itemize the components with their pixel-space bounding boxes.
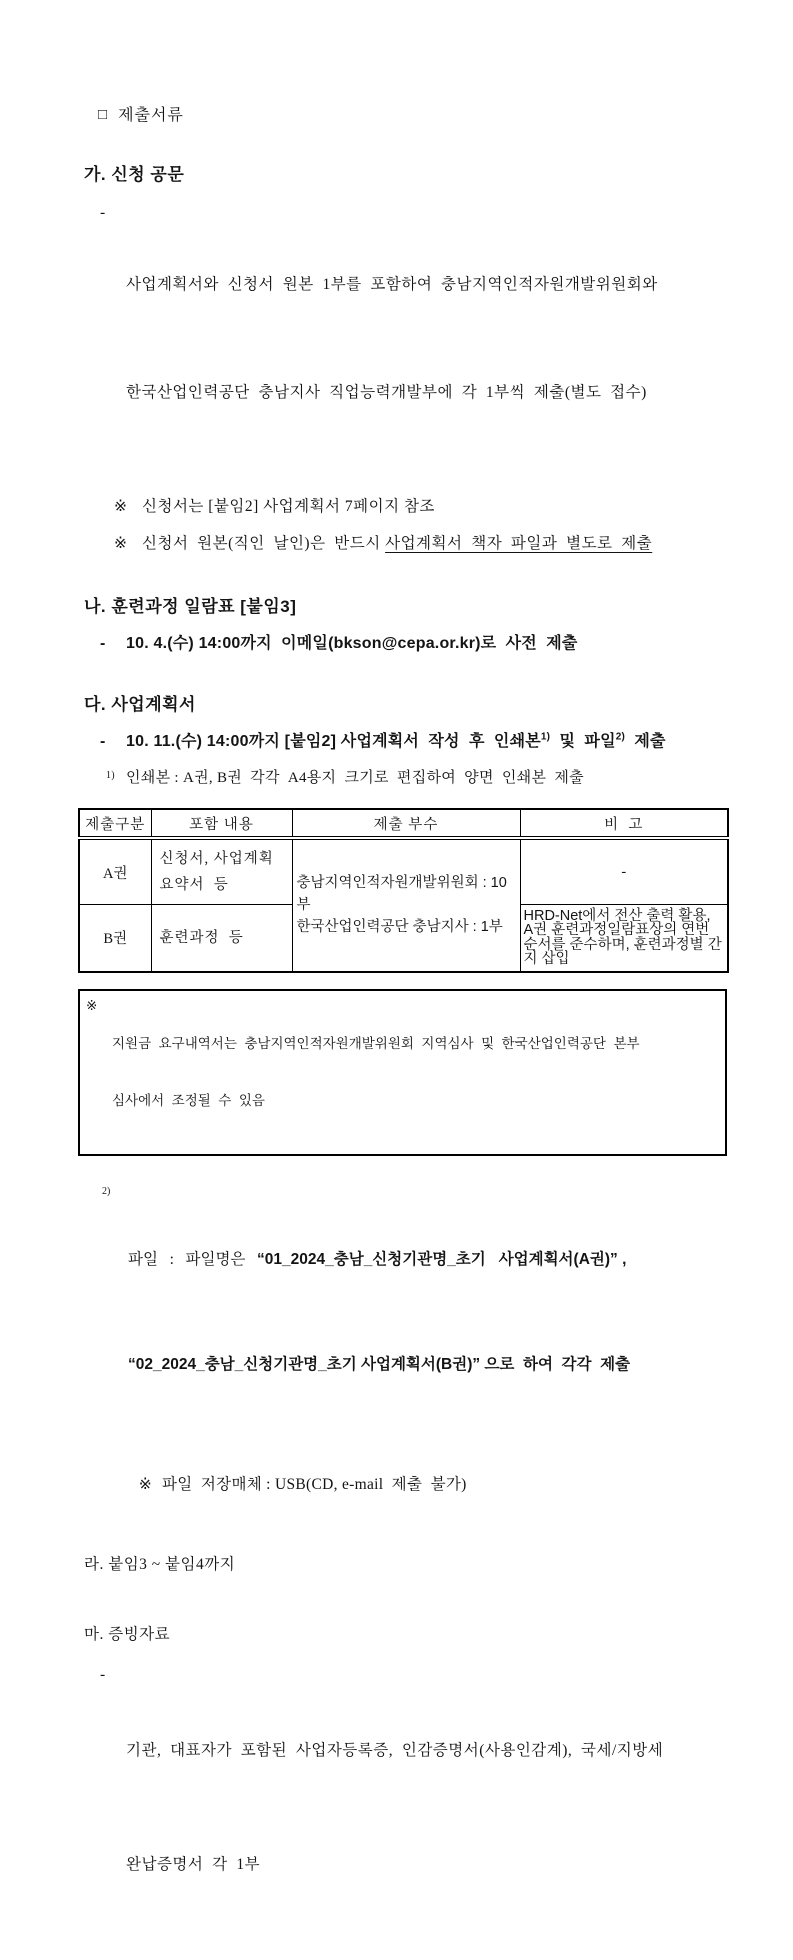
- storage-note-text: 파일 저장매체 : USB(CD, e-mail 제출 불가): [162, 1475, 467, 1493]
- table-header-row: [79, 809, 728, 838]
- section-a-item-text: [126, 195, 658, 483]
- header-category: 제출구분: [79, 809, 151, 838]
- row-a-remark: -: [520, 838, 728, 905]
- section-a-note2-text: [142, 532, 652, 556]
- notice-box: [78, 989, 727, 1156]
- footnote1: [106, 766, 729, 790]
- checkbox-icon: □: [98, 107, 109, 123]
- copies-line2: 한국산업인력공단 충남지사 : 1부: [296, 919, 503, 936]
- row-b-content: 훈련과정 등: [151, 905, 292, 972]
- reference-mark-icon: ※: [114, 535, 128, 552]
- copies-line1: 충남지역인적자원개발위원회 : 10부: [296, 875, 507, 914]
- reference-mark-icon: ※: [86, 997, 98, 1013]
- row-a-content: 신청서, 사업계획 요약서 등: [151, 838, 292, 905]
- section-e-item-text: [126, 1656, 663, 1960]
- section-e-item-line2: 완납증명서 각 1부: [126, 1855, 261, 1873]
- reference-mark-icon: ※: [114, 498, 128, 515]
- doc-title-text: 제출서류: [118, 107, 184, 124]
- notice-box-line1: 지원금 요구내역서는 충남지역인적자원개발위원회 지역심사 및 한국산업인력공단 본부: [112, 1035, 640, 1051]
- dash-bullet: -: [100, 204, 106, 221]
- dash-bullet: -: [100, 733, 106, 750]
- footnote2: [102, 1172, 729, 1452]
- section-b-heading: 나. 훈련과정 일람표 [붙임3]: [84, 597, 297, 616]
- section-b-item-text: 10. 4.(수) 14:00까지 이메일(bkson@cepa.or.kr)로 사전 제출: [126, 635, 578, 652]
- section-c-item-text: [126, 730, 666, 754]
- footnote2-line2: “02_2024_충남_신청기관명_초기 사업계획서(B권)” 으로 하여 각각 제출: [128, 1355, 631, 1373]
- row-b-remark: HRD-Net에서 전산 출력 활용, A권 훈련과정일람표상의 연번 순서를 준수하며, 훈련과정별 간지 삽입: [520, 905, 728, 972]
- row-b-label: B권: [79, 905, 151, 972]
- footnote2-prefix: 파일 : 파일명은: [128, 1250, 258, 1268]
- footnote1-superscript: 1): [540, 731, 551, 743]
- copies-cell: [292, 838, 520, 972]
- section-a-note1-text: 신청서는 [붙임2] 사업계획서 7페이지 참조: [142, 498, 435, 515]
- footnote2-superscript: 2): [615, 731, 626, 743]
- filename-a: “01_2024_충남_신청기관명_초기 사업계획서(A권)”: [257, 1250, 618, 1268]
- section-a-item: [100, 195, 729, 483]
- section-a-note2: [114, 532, 729, 556]
- section-c-item: [100, 730, 729, 754]
- row-a-label: A권: [79, 838, 151, 905]
- header-contents: 포함 내용: [151, 809, 292, 838]
- section-a-note2-prefix: 신청서 원본(직인 날인)은 반드시: [142, 535, 386, 552]
- reference-mark-icon: ※: [138, 1475, 152, 1493]
- footnote2-text: [128, 1172, 630, 1452]
- footnote2-line1: [128, 1242, 630, 1277]
- dash-bullet: -: [100, 1665, 106, 1683]
- table-row: [79, 838, 728, 905]
- section-c-heading: 다. 사업계획서: [84, 695, 196, 714]
- dash-bullet: -: [100, 635, 106, 652]
- submission-table: [78, 808, 729, 973]
- section-e-item-line1: 기관, 대표자가 포함된 사업자등록증, 인감증명서(사용인감계), 국세/지방세: [126, 1741, 664, 1759]
- section-b-item: [100, 632, 729, 656]
- section-e-heading: 마. 증빙자료: [84, 1625, 171, 1643]
- section-c-item-suffix: 제출: [625, 733, 666, 750]
- header-copies: 제출 부수: [292, 809, 520, 838]
- section-a-note2-underlined: 사업계획서 책자 파일과 별도로 제출: [385, 535, 653, 552]
- footnote1-text: 인쇄본 : A권, B권 각각 A4용지 크기로 편집하여 양면 인쇄본 제출: [126, 770, 584, 786]
- storage-note: [122, 1454, 729, 1512]
- section-e-item: [100, 1656, 729, 1960]
- section-a-item-line2: 한국산업인력공단 충남지사 직업능력개발부에 각 1부씩 제출(별도 접수): [126, 384, 647, 401]
- section-a-note1: [114, 495, 729, 519]
- footnote2-marker: 2): [102, 1185, 111, 1197]
- section-a-item-line1: 사업계획서와 신청서 원본 1부를 포함하여 충남지역인적자원개발위원회와: [126, 276, 658, 293]
- notice-box-text: [112, 996, 640, 1148]
- section-c-item-prefix: 10. 11.(수) 14:00까지 [붙임2] 사업계획서 작성 후 인쇄본: [126, 733, 541, 750]
- section-a-heading: 가. 신청 공문: [84, 165, 185, 184]
- notice-box-line2: 심사에서 조정될 수 있음: [112, 1092, 265, 1108]
- section-d-heading: 라. 붙임3 ~ 붙임4까지: [84, 1555, 236, 1573]
- filename-comma: ,: [617, 1250, 627, 1268]
- doc-title: [78, 84, 729, 143]
- footnote1-marker: 1): [106, 770, 115, 781]
- header-remarks: 비 고: [520, 809, 728, 838]
- section-c-item-mid: 및 파일: [550, 733, 616, 750]
